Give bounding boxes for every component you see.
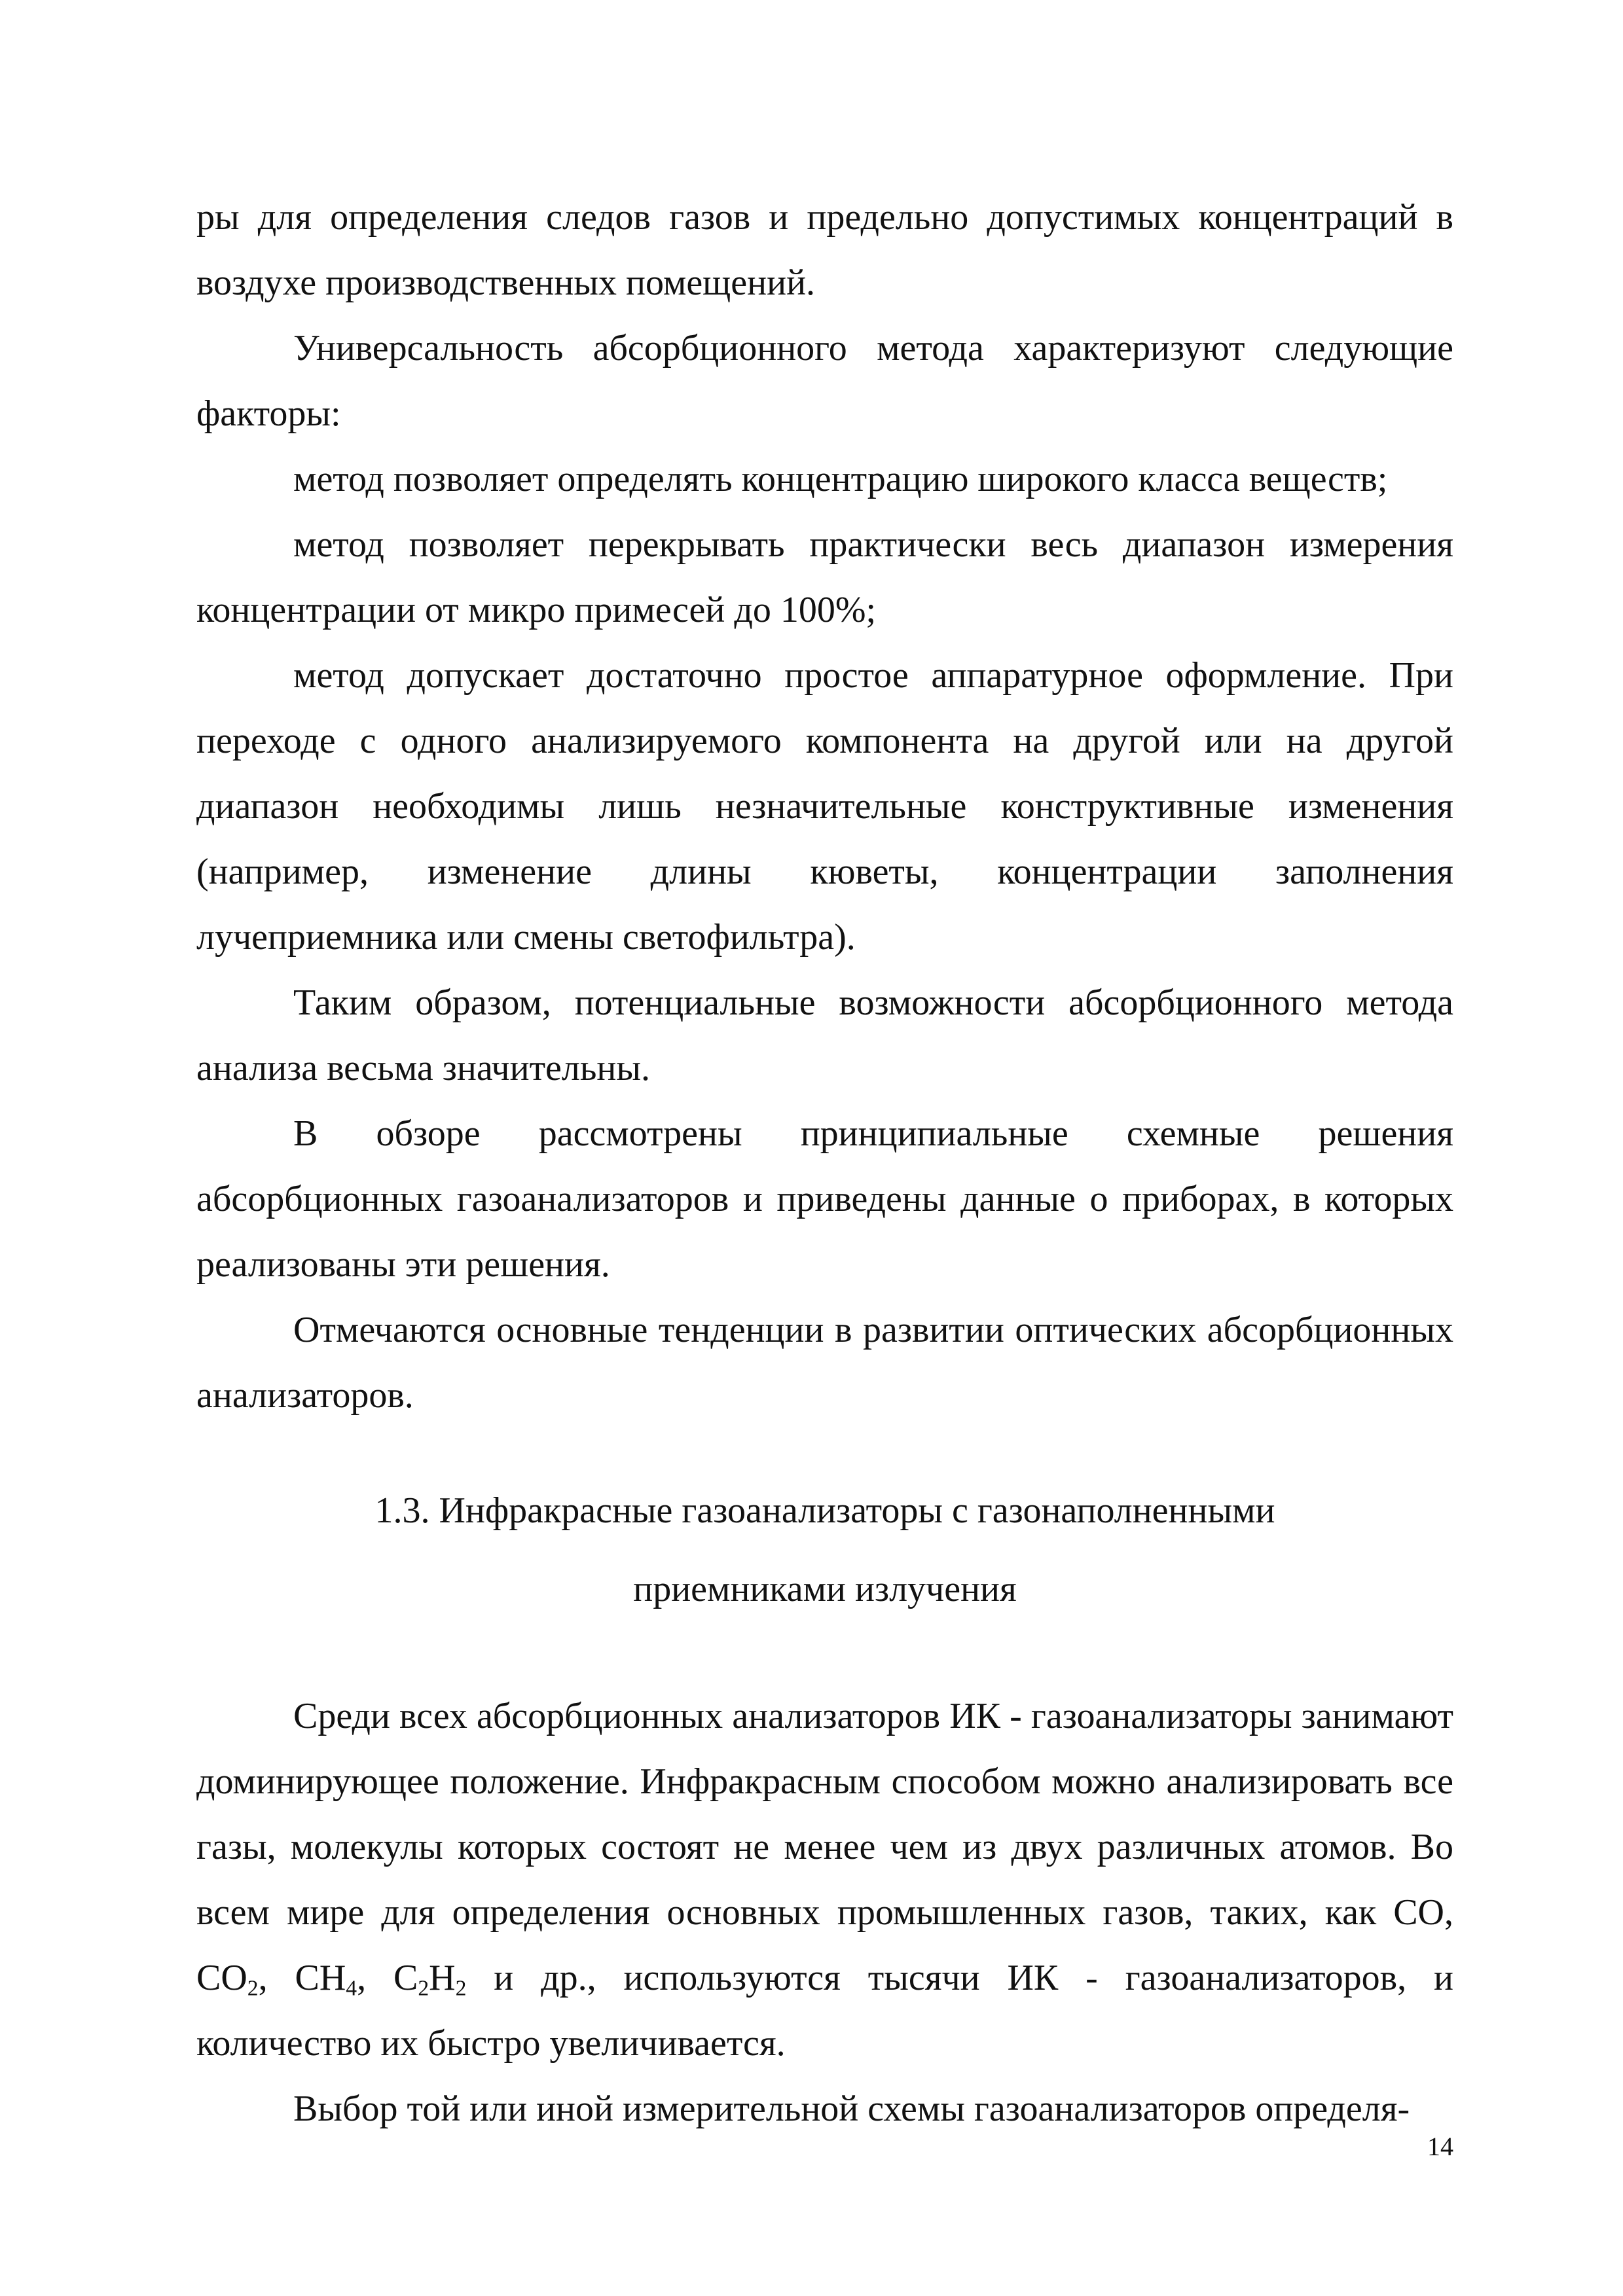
list-item-concentration: метод позволяет определять концентрацию широкого класса веществ; xyxy=(293,459,1388,499)
paragraph-potential: Таким образом, потенциальные возможности абсорбционного метода анализа весьма значительны. xyxy=(196,982,1453,1088)
ir-subscript-1: 2 xyxy=(247,1976,259,2001)
ir-text-part-4: H xyxy=(429,1958,456,1998)
ir-subscript-4: 2 xyxy=(455,1976,467,2001)
ir-subscript-2: 4 xyxy=(346,1976,357,2001)
body-text xyxy=(196,185,1453,2142)
paragraph-review: В обзоре рассмотрены принципиальные схемные решения абсорбционных газоанализаторов и приведены данные о приборах, в которых реализованы эти решения. xyxy=(196,1113,1453,1285)
ir-text-part-2: , CH xyxy=(258,1958,346,1998)
list-item-range: метод позволяет перекрывать практически весь диапазон измерения концентрации от микро примесей до 100%; xyxy=(196,524,1453,630)
paragraph-continuation: ры для определения следов газов и предельно допустимых концентраций в воздухе производственных помещений. xyxy=(196,197,1453,303)
section-heading-line-1: 1.3. Инфракрасные газоанализаторы с газонаполненными xyxy=(374,1490,1275,1531)
list-item-hardware: метод допускает достаточно простое аппаратурное оформление. При переходе с одного анализируемого компонента на другой или на другой диапазон необходимы лишь незначительные конструктивные изменения (например, изменение длины кюветы, концентрации заполнения лучеприемника или смены светофильтра). xyxy=(196,655,1453,958)
section-heading-line-2: приемниками излучения xyxy=(633,1569,1017,1609)
ir-text-part-5: и др., используются тысячи ИК - газоанализаторов, и количество их быстро увеличивается. xyxy=(196,1958,1453,2064)
paragraph-trends: Отмечаются основные тенденции в развитии оптических абсорбционных анализаторов. xyxy=(196,1310,1453,1416)
page-number: 14 xyxy=(1427,2132,1453,2161)
ir-text-part-3: , C xyxy=(357,1958,418,1998)
ir-subscript-3: 2 xyxy=(418,1976,429,2001)
section-heading xyxy=(196,1471,1453,1628)
paragraph-scheme-choice: Выбор той или иной измерительной схемы газоанализаторов определя- xyxy=(293,2089,1410,2129)
ir-text-part-1: Среди всех абсорбционных анализаторов ИК - газоанализаторы занимают доминирующее положение. Инфракрасным способом можно анализировать все газы, молекулы которых состоят не менее чем из двух различных атомов. Во всем мире для определения основных промышленных газов, таких, как CO, CO xyxy=(196,1696,1453,1998)
paragraph-ir-analyzers xyxy=(196,1683,1453,2076)
paragraph-universality: Универсальность абсорбционного метода характеризуют следующие факторы: xyxy=(196,328,1453,434)
